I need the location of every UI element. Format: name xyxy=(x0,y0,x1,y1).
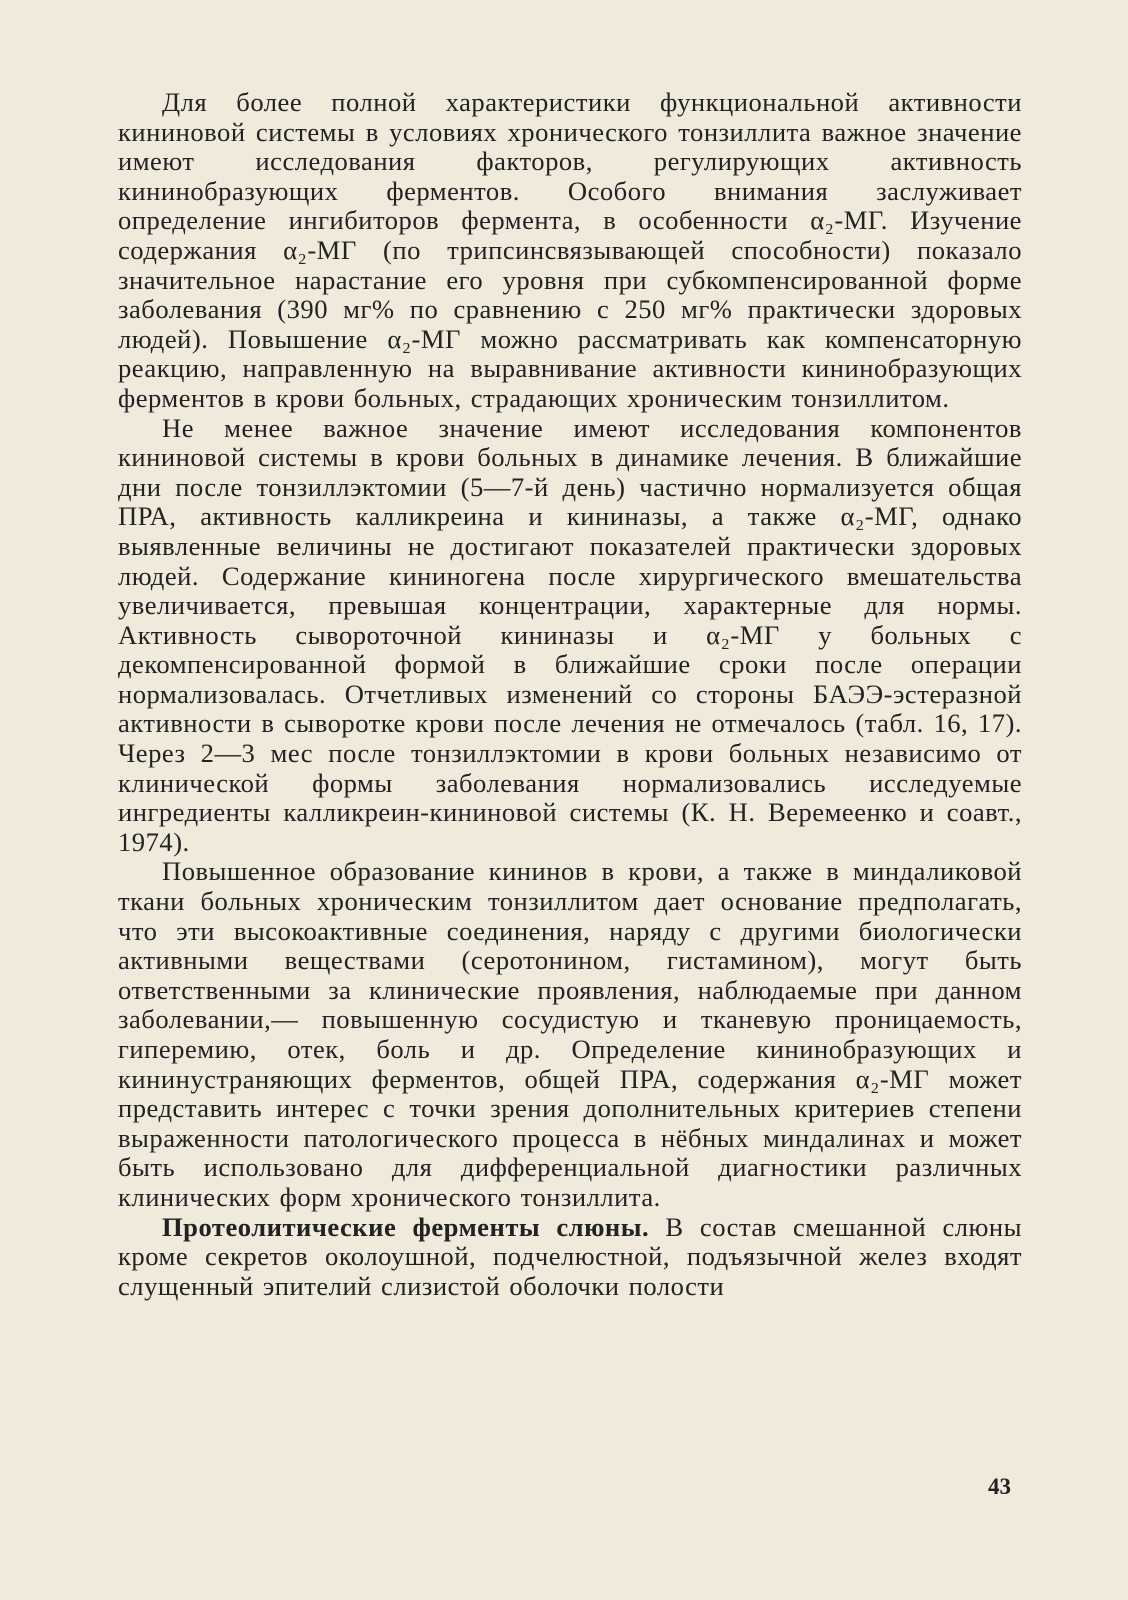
paragraph-3 xyxy=(118,857,1022,1212)
paragraph-4 xyxy=(118,1213,1022,1302)
paragraph-1 xyxy=(118,88,1022,414)
section-heading: Протеолитические ферменты слюны. xyxy=(162,1211,650,1242)
page-number: 43 xyxy=(988,1474,1011,1499)
paragraph-4-text: В состав смешанной слюны кроме секретов околоушной, подчелюстной, подъязычной желез входят слущенный эпителий слизистой оболочки полости xyxy=(118,1211,1022,1301)
paragraph-2 xyxy=(118,414,1022,858)
page-body xyxy=(118,88,1022,1301)
paragraph-3-text: Повышенное образование кининов в крови, а также в миндаликовой ткани больных хроническим тонзиллитом дает основание предполагать, что эти высокоактивные соединения, наряду с другими биологически активными веществами (серотонином, гистамином), могут быть ответственными за клинические проявления, наблюдаемые при данном заболевании,— повышенную сосудистую и тканевую проницаемость, гиперемию, отек, боль и др. Определение кининобразующих и кининустраняющих ферментов, общей ПРА, содержания α₂-МГ может представить интерес с точки зрения дополнительных критериев степени выраженности патологического процесса в нёбных миндалинах и может быть использовано для дифференциальной диагностики различных клинических форм хронического тонзиллита. xyxy=(118,856,1022,1212)
paragraph-1-text: Для более полной характеристики функциональной активности кининовой системы в условиях хронического тонзиллита важное значение имеют исследования факторов, регулирующих активность кининобразующих ферментов. Особого внимания заслуживает определение ингибиторов фермента, в особенности α₂-МГ. Изучение содержания α₂-МГ (по трипсинсвязывающей способности) показало значительное нарастание его уровня при субкомпенсированной форме заболевания (390 мг% по сравнению с 250 мг% практически здоровых людей). Повышение α₂-МГ можно рассматривать как компенсаторную реакцию, направленную на выравнивание активности кининобразующих ферментов в крови больных, страдающих хроническим тонзиллитом. xyxy=(118,87,1022,413)
paragraph-2-text: Не менее важное значение имеют исследования компонентов кининовой системы в крови больных в динамике лечения. В ближайшие дни после тонзиллэктомии (5—7-й день) частично нормализуется общая ПРА, активность калликреина и кининазы, а также α₂-МГ, однако выявленные величины не достигают показателей практически здоровых людей. Содержание кининогена после хирургического вмешательства увеличивается, превышая концентрации, характерные для нормы. Активность сывороточной кининазы и α₂-МГ у больных с декомпенсированной формой в ближайшие сроки после операции нормализовалась. Отчетливых изменений со стороны БАЭЭ-эстеразной активности в сыворотке крови после лечения не отмечалось (табл. 16, 17). Через 2—3 мес после тонзиллэктомии в крови больных независимо от клинической формы заболевания нормализовались исследуемые ингредиенты калликреин-кининовой системы (К. Н. Веремеенко и соавт., 1974). xyxy=(118,412,1022,857)
